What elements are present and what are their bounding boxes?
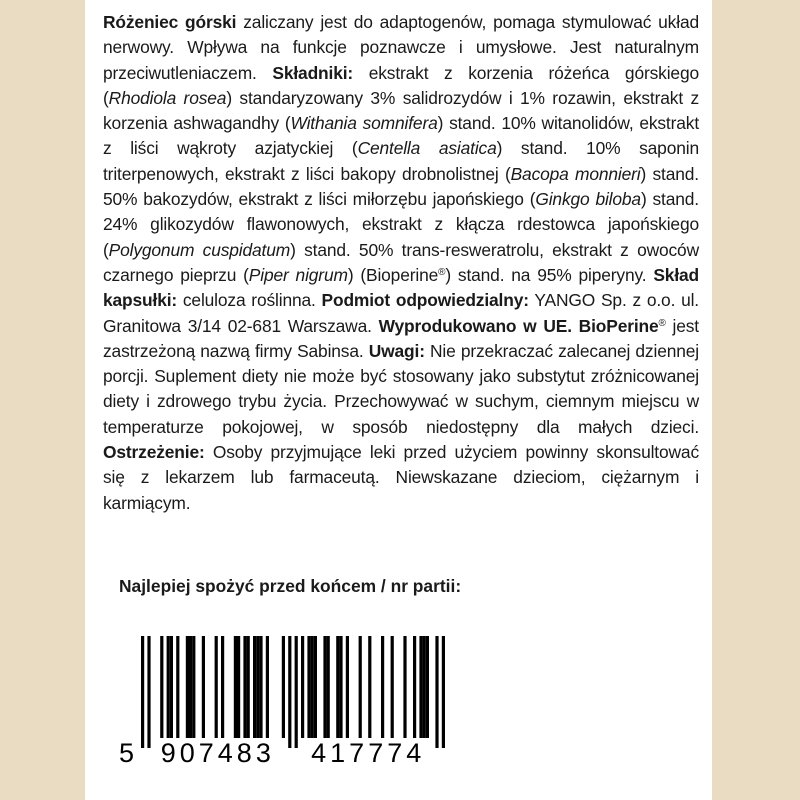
barcode-bar xyxy=(256,636,259,738)
barcode-bar xyxy=(253,636,256,738)
barcode-bar xyxy=(381,636,384,738)
barcode-bar xyxy=(314,636,317,738)
ingredients-text xyxy=(103,10,699,516)
label-frame-left xyxy=(0,0,85,800)
text-run: Osoby przyjmujące leki przed użyciem powinny skonsultować się z lekarzem lub farmaceutą. Niewskazane dzieciom, ciężarnym i karmiącym. xyxy=(103,442,699,513)
barcode-bar xyxy=(186,636,189,738)
barcode-bar xyxy=(442,636,445,748)
text-run: Nie przekraczać zalecanej dziennej porcji. Suplement diety nie może być stosowany jako substytut zróżnicowanej diety i zdrowego trybu życia. Przechowywać w suchym, ciemnym miejscu w temperaturze pokojowej, w sposób niedostępny dla małych dzieci. xyxy=(103,340,699,437)
barcode-bar xyxy=(189,636,192,738)
text-run: Piper nigrum xyxy=(248,264,348,285)
barcode-bar xyxy=(423,636,426,738)
ean-barcode xyxy=(113,630,493,780)
text-run: ) stand. 10% witanolidów, ekstrakt z liści wąkroty azjatyckiej ( xyxy=(103,113,700,159)
text-run: ® xyxy=(658,317,666,329)
text-run: Ginkgo biloba xyxy=(535,189,641,210)
text-run: ekstrakt z korzenia różeńca górskiego ( xyxy=(103,62,699,108)
barcode-bar xyxy=(311,636,314,738)
barcode-graphic xyxy=(113,630,493,780)
text-run: Wyprodukowano w UE. BioPerine xyxy=(378,315,659,336)
barcode-bar xyxy=(307,636,310,738)
barcode-bar xyxy=(176,636,179,738)
barcode-bar xyxy=(403,636,406,738)
barcode-bar xyxy=(419,636,422,738)
barcode-bar xyxy=(237,636,240,738)
barcode-bar xyxy=(160,636,163,738)
text-run: ) stand. 10% saponin triterpenowych, ekstrakt z liści bakopy drobnolistnej ( xyxy=(103,138,699,184)
barcode-bar xyxy=(339,636,342,738)
text-run: ) stand. 24% glikozydów flawonowych, ekstrakt z kłącza rdestowca japońskiego ( xyxy=(103,189,699,260)
barcode-bar xyxy=(295,636,298,748)
barcode-bar xyxy=(368,636,371,738)
text-run: ) stand. 50% bakozydów, ekstrakt z liści miłorzębu japońskiego ( xyxy=(103,163,699,210)
text-run: Podmiot odpowiedzialny: xyxy=(321,290,529,311)
barcode-bar xyxy=(147,636,150,748)
barcode-bar xyxy=(391,636,394,738)
barcode-bar xyxy=(426,636,429,738)
text-run: Polygonum cuspidatum xyxy=(108,239,291,260)
barcode-right-digits: 417774 xyxy=(311,738,426,768)
text-run: Bacopa monnieri xyxy=(510,163,641,184)
barcode-bar xyxy=(243,636,246,738)
barcode-bar xyxy=(359,636,362,738)
barcode-bar xyxy=(234,636,237,738)
text-run: Składniki: xyxy=(272,62,354,83)
text-run: ) (Bioperine xyxy=(347,264,439,285)
barcode-bar xyxy=(221,636,224,738)
text-run: jest zastrzeżoną nazwą firmy Sabinsa. xyxy=(103,315,699,361)
barcode-bar xyxy=(301,636,304,738)
text-run: Uwagi: xyxy=(368,340,425,361)
barcode-bar xyxy=(323,636,326,738)
text-run: Różeniec górski xyxy=(103,12,237,32)
barcode-bar xyxy=(167,636,170,738)
barcode-bar xyxy=(170,636,173,738)
barcode-bar xyxy=(202,636,205,738)
barcode-bar xyxy=(413,636,416,738)
barcode-bar xyxy=(215,636,218,738)
barcode-bar xyxy=(247,636,250,738)
text-run: ) standaryzowany 3% salidrozydów i 1% rozawin, ekstrakt z korzenia ashwagandhy ( xyxy=(103,87,699,134)
text-run: Skład kapsułki: xyxy=(103,264,699,311)
product-label xyxy=(85,0,712,800)
label-frame-right xyxy=(712,0,800,800)
text-run: zaliczany jest do adaptogenów, pomaga stymulować układ nerwowy. Wpływa na funkcje poznawcze i umysłowe. Jest naturalnym przeciwutleniaczem. xyxy=(103,12,699,83)
text-run: ) stand. na 95% piperyny. xyxy=(445,264,654,285)
barcode-bar xyxy=(435,636,438,748)
text-run: celuloza roślinna. xyxy=(177,290,322,311)
barcode-bar xyxy=(288,636,291,748)
barcode-bar xyxy=(259,636,262,738)
barcode-bar xyxy=(346,636,349,738)
text-run: YANGO Sp. z o.o. ul. Granitowa 3/14 02-681 Warszawa. xyxy=(103,290,699,336)
barcode-bar xyxy=(266,636,269,738)
barcode-bar xyxy=(141,636,144,748)
text-run: Withania somnifera xyxy=(290,113,438,134)
barcode-bar xyxy=(336,636,339,738)
text-run: Rhodiola rosea xyxy=(108,87,227,108)
barcode-bar xyxy=(327,636,330,738)
best-before-label: Najlepiej spożyć przed końcem / nr partii: xyxy=(119,576,462,596)
text-run: ® xyxy=(438,266,446,278)
barcode-left-digits: 907483 xyxy=(160,738,275,768)
text-run: Centella asiatica xyxy=(357,138,497,159)
barcode-bar xyxy=(282,636,285,738)
text-run: ) stand. 50% trans-resweratrolu, ekstrakt z owoców czarnego pieprzu ( xyxy=(103,239,699,285)
text-run: Ostrzeżenie: xyxy=(103,442,205,463)
barcode-bar xyxy=(192,636,195,738)
barcode-lead-digit: 5 xyxy=(119,738,135,768)
